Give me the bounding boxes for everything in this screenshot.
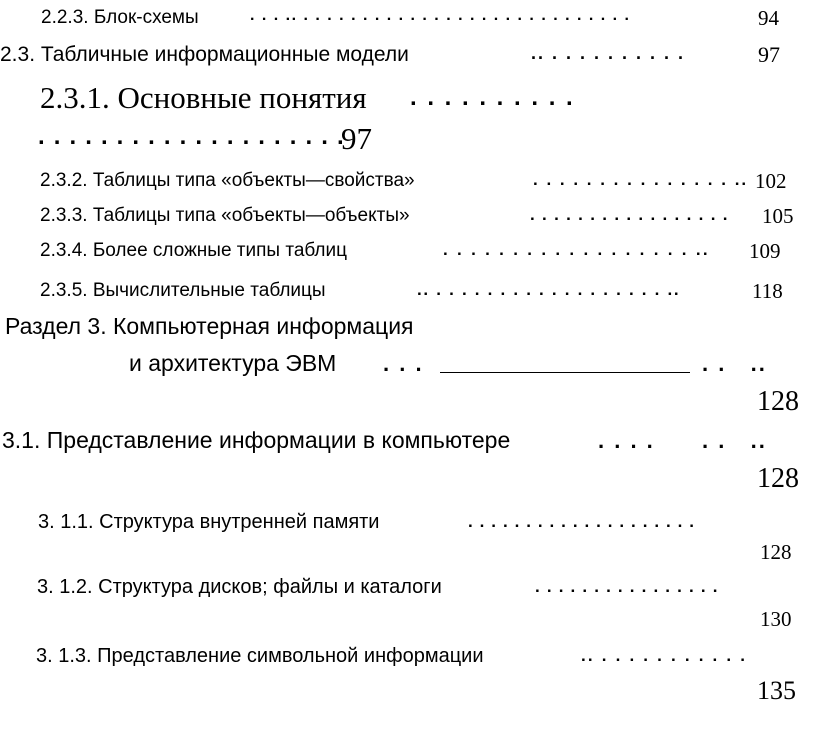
toc-part-3-title: Раздел 3. Компьютерная информация bbox=[5, 313, 414, 339]
toc-dots-3-1-a: . . . . bbox=[598, 428, 655, 453]
toc-page-2-3: 97 bbox=[758, 42, 780, 67]
toc-page-3-1: 128 bbox=[757, 463, 799, 494]
toc-page-2-2-3: 94 bbox=[758, 6, 779, 30]
toc-title-2-3-4: 2.3.4. Более сложные типы таблиц bbox=[40, 240, 347, 261]
toc-title-2-3-5: 2.3.5. Вычислительные таблицы bbox=[40, 280, 326, 301]
toc-dots-2-3-5: .. . . . . . . . . . . . . . . . . . . .. bbox=[417, 280, 681, 299]
toc-title-2-3-1: 2.3.1. Основные понятия bbox=[40, 80, 367, 115]
toc-title-2-3: 2.3. Табличные информационные модели bbox=[0, 43, 409, 66]
toc-dots-part-3-b: . . .. bbox=[702, 351, 767, 376]
toc-page-3-1-3: 135 bbox=[757, 676, 796, 705]
toc-dots-3-1-2: . . . . . . . . . . . . . . . . bbox=[535, 577, 719, 596]
toc-page-2-3-3: 105 bbox=[762, 204, 794, 228]
toc-title-3-1-3: 3. 1.3. Представление символьной информации bbox=[36, 645, 484, 667]
toc-dots-2-3-3: . . . . . . . . . . . . . . . . . bbox=[530, 205, 729, 224]
toc-title-3-1-2: 3. 1.2. Структура дисков; файлы и каталоги bbox=[37, 576, 442, 598]
toc-title-2-2-3: 2.2.3. Блок-схемы bbox=[41, 7, 199, 28]
toc-dots-2-3-1: . . . . . . . . . . bbox=[410, 84, 575, 111]
toc-leader-line-part-3 bbox=[440, 372, 690, 373]
toc-dots-3-1-b: . . .. bbox=[702, 428, 767, 453]
toc-page-part-3: 128 bbox=[757, 386, 799, 417]
toc-dots-2-2-3: . . . .. . . . . . . . . . . . . . . . . . . . . . . . . . . . . bbox=[250, 7, 631, 24]
toc-dots-part-3-a: . . . bbox=[383, 351, 424, 376]
toc-page-2-3-1: 97 bbox=[341, 121, 372, 156]
toc-dots-2-3-2: . . . . . . . . . . . . . . . .. bbox=[533, 170, 749, 189]
toc-dots-2-3: .. . . . . . . . . . . bbox=[531, 43, 686, 63]
toc-title-3-1-1: 3. 1.1. Структура внутренней памяти bbox=[38, 511, 380, 533]
toc-title-3-1: 3.1. Представление информации в компьютере bbox=[2, 427, 511, 453]
toc-part-3-title-line2: и архитектура ЭВМ bbox=[129, 350, 337, 376]
toc-title-2-3-2: 2.3.2. Таблицы типа «объекты—свойства» bbox=[40, 170, 415, 191]
toc-page-3-1-1: 128 bbox=[760, 540, 792, 564]
toc-page-3-1-2: 130 bbox=[760, 607, 792, 631]
toc-page-2-3-5: 118 bbox=[752, 279, 783, 303]
toc-dots-2-3-4: . . . . . . . . . . . . . . . . . . .. bbox=[443, 240, 710, 259]
toc-page-2-3-2: 102 bbox=[755, 169, 787, 193]
toc-title-2-3-3: 2.3.3. Таблицы типа «объекты—объекты» bbox=[40, 205, 410, 226]
toc-dots-3-1-3: .. . . . . . . . . . . . bbox=[581, 646, 748, 665]
toc-dots-3-1-1: . . . . . . . . . . . . . . . . . . . . bbox=[468, 512, 696, 531]
toc-dots-2-3-1-continued: . . . . . . . . . . . . . . . . . . . . bbox=[38, 123, 345, 150]
toc-page-2-3-4: 109 bbox=[749, 239, 781, 263]
